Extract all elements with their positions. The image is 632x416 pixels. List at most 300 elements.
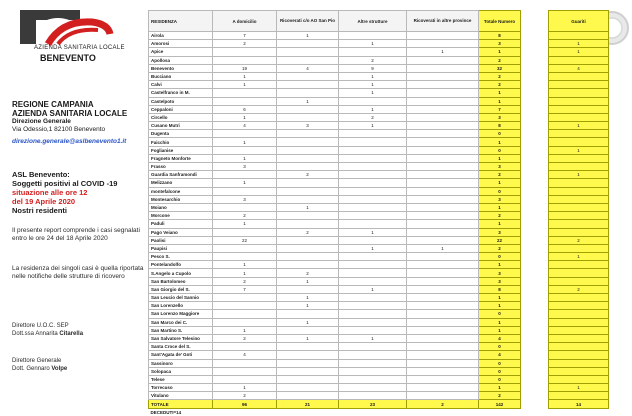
cell-gap <box>521 326 549 334</box>
cell-guariti: 1 <box>549 48 609 56</box>
cell-guariti <box>549 367 609 375</box>
table-row <box>149 343 609 351</box>
cell-residenza: Guardia Sanframondi <box>149 171 213 179</box>
cell-totale: 0 <box>479 187 521 195</box>
cell-altre-province <box>407 179 479 187</box>
cell-residenza: Vitulano <box>149 392 213 400</box>
cell-guariti: 1 <box>549 122 609 130</box>
cell-totale: 3 <box>479 228 521 236</box>
cell-gap <box>521 40 549 48</box>
cell-gap <box>521 285 549 293</box>
cell-altre-province <box>407 228 479 236</box>
cell-residenza: San Giorgio del S. <box>149 285 213 293</box>
cell-altre-strutture: 1 <box>339 40 407 48</box>
cell-residenza: Telese <box>149 375 213 383</box>
cell-san-pio <box>277 261 339 269</box>
cell-totale: 1 <box>479 154 521 162</box>
table-row <box>149 285 609 293</box>
cell-totale: 4 <box>479 351 521 359</box>
cell-guariti <box>549 228 609 236</box>
cell-residenza: Fragneto Monforte <box>149 154 213 162</box>
table-row <box>149 64 609 72</box>
cell-guariti <box>549 56 609 64</box>
cell-gap <box>521 375 549 383</box>
total-cell-altre-province: 2 <box>407 400 479 408</box>
cell-totale: 0 <box>479 310 521 318</box>
cell-san-pio <box>277 195 339 203</box>
cell-domicilio: 7 <box>213 285 277 293</box>
cell-domicilio <box>213 89 277 97</box>
cell-residenza: Bucciano <box>149 72 213 80</box>
cell-altre-strutture <box>339 359 407 367</box>
cell-totale: 1 <box>479 294 521 302</box>
cell-domicilio: 2 <box>213 212 277 220</box>
cell-gap <box>521 310 549 318</box>
cell-domicilio: 1 <box>213 81 277 89</box>
cell-altre-strutture: 1 <box>339 81 407 89</box>
cell-altre-province <box>407 326 479 334</box>
cell-san-pio: 1 <box>277 302 339 310</box>
table-row <box>149 179 609 187</box>
cell-domicilio <box>213 310 277 318</box>
cell-totale: 2 <box>479 212 521 220</box>
cell-residenza: Faicchio <box>149 138 213 146</box>
sep-title: Direttore U.O.C. SEP <box>12 323 69 329</box>
total-cell-gap <box>521 400 549 408</box>
email-link[interactable]: direzione.generale@aslbenevento1.it <box>12 138 127 145</box>
cell-altre-strutture <box>339 187 407 195</box>
cell-residenza: Apollosa <box>149 56 213 64</box>
cell-altre-province <box>407 367 479 375</box>
cell-altre-province <box>407 32 479 40</box>
cell-altre-strutture: 2 <box>339 113 407 121</box>
cell-san-pio: 2 <box>277 269 339 277</box>
table-row <box>149 326 609 334</box>
cell-residenza: Foglianise <box>149 146 213 154</box>
cell-altre-province <box>407 187 479 195</box>
cell-san-pio <box>277 384 339 392</box>
cell-guariti <box>549 220 609 228</box>
cell-altre-strutture <box>339 277 407 285</box>
cell-totale: 1 <box>479 302 521 310</box>
cell-totale: 0 <box>479 130 521 138</box>
cell-altre-strutture: 1 <box>339 72 407 80</box>
table-row <box>149 187 609 195</box>
cell-san-pio <box>277 367 339 375</box>
cell-gap <box>521 32 549 40</box>
cell-altre-province <box>407 171 479 179</box>
cell-residenza: montefalcone <box>149 187 213 195</box>
cell-guariti: 1 <box>549 253 609 261</box>
cell-altre-strutture <box>339 367 407 375</box>
cell-san-pio <box>277 113 339 121</box>
cell-gap <box>521 261 549 269</box>
cell-altre-strutture <box>339 146 407 154</box>
cell-residenza: San Marco dei C. <box>149 318 213 326</box>
table-row <box>149 105 609 113</box>
cell-domicilio <box>213 203 277 211</box>
cell-domicilio: 1 <box>213 326 277 334</box>
cell-altre-strutture <box>339 392 407 400</box>
cell-gap <box>521 334 549 342</box>
signature-dg <box>12 358 132 373</box>
cell-domicilio: 6 <box>213 105 277 113</box>
cell-gap <box>521 146 549 154</box>
table-row <box>149 228 609 236</box>
asl-logo <box>18 8 128 48</box>
cell-altre-province <box>407 138 479 146</box>
contact-block <box>12 100 142 146</box>
cell-san-pio: 2 <box>277 171 339 179</box>
cell-totale: 3 <box>479 269 521 277</box>
cell-gap <box>521 48 549 56</box>
cell-altre-province <box>407 285 479 293</box>
cell-residenza: San Lorenzo Maggiore <box>149 310 213 318</box>
cell-guariti <box>549 326 609 334</box>
cell-totale: 0 <box>479 253 521 261</box>
cell-altre-province <box>407 269 479 277</box>
cell-residenza: Pesco S. <box>149 253 213 261</box>
cell-guariti <box>549 81 609 89</box>
cell-guariti <box>549 105 609 113</box>
cell-altre-strutture <box>339 261 407 269</box>
dg-title: Direttore Generale <box>12 358 62 364</box>
table-row <box>149 130 609 138</box>
cell-domicilio: 1 <box>213 220 277 228</box>
table-row <box>149 48 609 56</box>
cell-totale: 2 <box>479 244 521 252</box>
cell-san-pio <box>277 105 339 113</box>
cell-residenza: San Bartolomeo <box>149 277 213 285</box>
cell-guariti <box>549 359 609 367</box>
col-altre-strutture: Altre strutture <box>339 11 407 32</box>
org-name-small: AZIENDA SANITARIA LOCALE <box>34 45 125 51</box>
cell-residenza: Paupisi <box>149 244 213 252</box>
org-name-big: BENEVENTO <box>40 53 96 63</box>
cell-altre-province <box>407 56 479 64</box>
table-row <box>149 236 609 244</box>
cell-domicilio <box>213 97 277 105</box>
cell-residenza: Dugenta <box>149 130 213 138</box>
cell-residenza: Apice <box>149 48 213 56</box>
cell-residenza: Melizzano <box>149 179 213 187</box>
cell-residenza: Moiano <box>149 203 213 211</box>
total-cell-altre-strutture: 23 <box>339 400 407 408</box>
cell-guariti: 1 <box>549 146 609 154</box>
report-line-5: Nostri residenti <box>12 206 68 215</box>
cell-san-pio <box>277 375 339 383</box>
cell-residenza: San Martino S. <box>149 326 213 334</box>
cell-altre-province: 1 <box>407 48 479 56</box>
report-title <box>12 170 147 215</box>
cell-domicilio <box>213 302 277 310</box>
cell-residenza: Paolisi <box>149 236 213 244</box>
total-cell-totale: 142 <box>479 400 521 408</box>
cell-altre-province <box>407 154 479 162</box>
col-totale: Totale Numero <box>479 11 521 32</box>
cell-gap <box>521 351 549 359</box>
cell-residenza: Sant'Agata de' Goti <box>149 351 213 359</box>
cell-san-pio <box>277 163 339 171</box>
cell-domicilio <box>213 130 277 138</box>
cell-domicilio: 2 <box>213 334 277 342</box>
cell-guariti <box>549 302 609 310</box>
table-row <box>149 32 609 40</box>
cell-gap <box>521 220 549 228</box>
cell-residenza: Frasso <box>149 163 213 171</box>
cell-altre-province <box>407 64 479 72</box>
cell-domicilio: 19 <box>213 64 277 72</box>
cell-san-pio <box>277 244 339 252</box>
cell-totale: 2 <box>479 392 521 400</box>
cell-altre-province <box>407 359 479 367</box>
cell-residenza: Ceppaloni <box>149 105 213 113</box>
table-row <box>149 244 609 252</box>
cell-gap <box>521 171 549 179</box>
cell-domicilio <box>213 343 277 351</box>
cell-altre-province <box>407 163 479 171</box>
table-row <box>149 269 609 277</box>
cell-san-pio <box>277 138 339 146</box>
cell-altre-province <box>407 122 479 130</box>
cell-gap <box>521 228 549 236</box>
cell-gap <box>521 154 549 162</box>
cell-domicilio <box>213 375 277 383</box>
cell-domicilio: 2 <box>213 40 277 48</box>
cell-san-pio: 1 <box>277 97 339 105</box>
cell-guariti <box>549 32 609 40</box>
table-row <box>149 72 609 80</box>
cell-residenza: S.Angelo a Cupolo <box>149 269 213 277</box>
cell-guariti <box>549 334 609 342</box>
cell-residenza: San Leucio del Sannio <box>149 294 213 302</box>
cell-domicilio: 2 <box>213 277 277 285</box>
cell-altre-province <box>407 351 479 359</box>
table-row <box>149 163 609 171</box>
cell-residenza: Circello <box>149 113 213 121</box>
report-line-3: situazione alle ore 12 <box>12 188 88 197</box>
cell-guariti <box>549 113 609 121</box>
cell-guariti: 4 <box>549 64 609 72</box>
cell-altre-strutture <box>339 171 407 179</box>
cell-altre-strutture <box>339 236 407 244</box>
cell-altre-strutture <box>339 384 407 392</box>
total-cell-domicilio: 96 <box>213 400 277 408</box>
asl-arch-icon <box>18 8 128 48</box>
cell-guariti <box>549 203 609 211</box>
cell-altre-province <box>407 40 479 48</box>
cell-totale: 8 <box>479 122 521 130</box>
cell-san-pio <box>277 285 339 293</box>
cell-altre-strutture <box>339 310 407 318</box>
table-row <box>149 318 609 326</box>
cell-altre-province <box>407 294 479 302</box>
cell-san-pio <box>277 40 339 48</box>
cell-altre-province <box>407 302 479 310</box>
cell-domicilio: 4 <box>213 351 277 359</box>
cell-altre-strutture <box>339 220 407 228</box>
cell-altre-province <box>407 375 479 383</box>
cell-guariti <box>549 130 609 138</box>
cell-guariti <box>549 277 609 285</box>
cell-san-pio <box>277 310 339 318</box>
cell-domicilio <box>213 244 277 252</box>
cell-guariti <box>549 375 609 383</box>
cell-altre-strutture <box>339 253 407 261</box>
cell-gap <box>521 122 549 130</box>
table-row <box>149 146 609 154</box>
table-row <box>149 40 609 48</box>
table-row <box>149 294 609 302</box>
cell-altre-province <box>407 113 479 121</box>
cell-domicilio <box>213 228 277 236</box>
cell-domicilio <box>213 294 277 302</box>
cell-domicilio <box>213 171 277 179</box>
dg-name: Dott. Gennaro Volpe <box>12 365 68 372</box>
cell-residenza: Airola <box>149 32 213 40</box>
cell-san-pio <box>277 130 339 138</box>
cell-san-pio: 2 <box>277 228 339 236</box>
cell-altre-province <box>407 220 479 228</box>
cell-san-pio <box>277 154 339 162</box>
cell-gap <box>521 89 549 97</box>
cell-gap <box>521 105 549 113</box>
cell-san-pio <box>277 212 339 220</box>
cell-gap <box>521 277 549 285</box>
cell-san-pio: 4 <box>277 64 339 72</box>
cell-totale: 0 <box>479 367 521 375</box>
table-row <box>149 302 609 310</box>
cell-totale: 8 <box>479 32 521 40</box>
cell-san-pio <box>277 48 339 56</box>
table-row <box>149 138 609 146</box>
cell-guariti <box>549 89 609 97</box>
cell-san-pio: 1 <box>277 277 339 285</box>
total-cell-san-pio: 21 <box>277 400 339 408</box>
cell-domicilio: 2 <box>213 392 277 400</box>
cell-altre-province <box>407 310 479 318</box>
table-row <box>149 212 609 220</box>
cell-altre-province <box>407 334 479 342</box>
cell-domicilio: 1 <box>213 384 277 392</box>
sep-name: Dott.ssa Annarita Citarella <box>12 330 84 337</box>
cell-totale: 3 <box>479 163 521 171</box>
signature-sep <box>12 323 132 338</box>
table-header-row <box>149 11 609 32</box>
table-row <box>149 334 609 342</box>
cell-altre-strutture: 1 <box>339 228 407 236</box>
cell-guariti <box>549 261 609 269</box>
cell-residenza: Amorosi <box>149 40 213 48</box>
cell-altre-strutture: 2 <box>339 56 407 64</box>
cell-totale: 1 <box>479 384 521 392</box>
cell-san-pio <box>277 236 339 244</box>
cell-san-pio <box>277 343 339 351</box>
cell-gap <box>521 343 549 351</box>
cell-residenza: Castelfranco in M. <box>149 89 213 97</box>
residence-note: La residenza dei singoli casi è quella riportata nelle notifiche delle strutture di ricovero <box>12 265 144 280</box>
cell-domicilio: 4 <box>213 122 277 130</box>
cell-san-pio <box>277 81 339 89</box>
cell-totale: 2 <box>479 72 521 80</box>
cell-guariti <box>549 351 609 359</box>
cell-san-pio <box>277 187 339 195</box>
table-row <box>149 253 609 261</box>
cell-totale: 2 <box>479 171 521 179</box>
cell-residenza: Solopaca <box>149 367 213 375</box>
cell-domicilio: 3 <box>213 163 277 171</box>
cell-totale: 1 <box>479 179 521 187</box>
cell-altre-province <box>407 203 479 211</box>
cell-altre-strutture <box>339 179 407 187</box>
cell-gap <box>521 56 549 64</box>
cell-guariti <box>549 179 609 187</box>
cell-totale: 32 <box>479 64 521 72</box>
asl-name: AZIENDA SANITARIA LOCALE <box>12 109 128 118</box>
cell-altre-province <box>407 195 479 203</box>
cell-altre-province <box>407 384 479 392</box>
cell-gap <box>521 367 549 375</box>
table-row <box>149 203 609 211</box>
cell-altre-strutture: 9 <box>339 64 407 72</box>
cell-gap <box>521 130 549 138</box>
cell-totale: 22 <box>479 236 521 244</box>
cell-altre-strutture: 1 <box>339 105 407 113</box>
cell-altre-province <box>407 97 479 105</box>
cell-gap <box>521 244 549 252</box>
cell-guariti <box>549 97 609 105</box>
cell-totale: 1 <box>479 318 521 326</box>
cell-altre-strutture <box>339 351 407 359</box>
cell-altre-strutture: 1 <box>339 334 407 342</box>
cell-altre-strutture: 1 <box>339 244 407 252</box>
cell-san-pio <box>277 146 339 154</box>
cell-residenza: Cusano Mutri <box>149 122 213 130</box>
cell-gap <box>521 212 549 220</box>
cell-altre-strutture <box>339 318 407 326</box>
cell-residenza: Castelpoto <box>149 97 213 105</box>
cell-san-pio <box>277 351 339 359</box>
cell-residenza: Pago Veiano <box>149 228 213 236</box>
table-row <box>149 384 609 392</box>
table-row <box>149 277 609 285</box>
cell-residenza: San Lorenzello <box>149 302 213 310</box>
cell-domicilio: 1 <box>213 138 277 146</box>
cell-residenza: San Salvatore Telesino <box>149 334 213 342</box>
cell-residenza: Calvi <box>149 81 213 89</box>
cell-domicilio: 1 <box>213 72 277 80</box>
cell-san-pio <box>277 392 339 400</box>
cell-guariti <box>549 310 609 318</box>
cell-domicilio: 1 <box>213 269 277 277</box>
cell-domicilio: 7 <box>213 32 277 40</box>
cell-altre-province <box>407 89 479 97</box>
cell-domicilio: 1 <box>213 154 277 162</box>
cell-san-pio: 1 <box>277 318 339 326</box>
cell-altre-province <box>407 236 479 244</box>
cases-table-wrapper <box>148 10 608 416</box>
cell-altre-province <box>407 130 479 138</box>
cell-totale: 0 <box>479 146 521 154</box>
cell-gap <box>521 269 549 277</box>
cell-guariti: 1 <box>549 40 609 48</box>
cell-altre-province <box>407 277 479 285</box>
cell-totale: 1 <box>479 220 521 228</box>
cell-domicilio <box>213 146 277 154</box>
cell-domicilio: 1 <box>213 179 277 187</box>
table-row <box>149 195 609 203</box>
cell-guariti <box>549 343 609 351</box>
